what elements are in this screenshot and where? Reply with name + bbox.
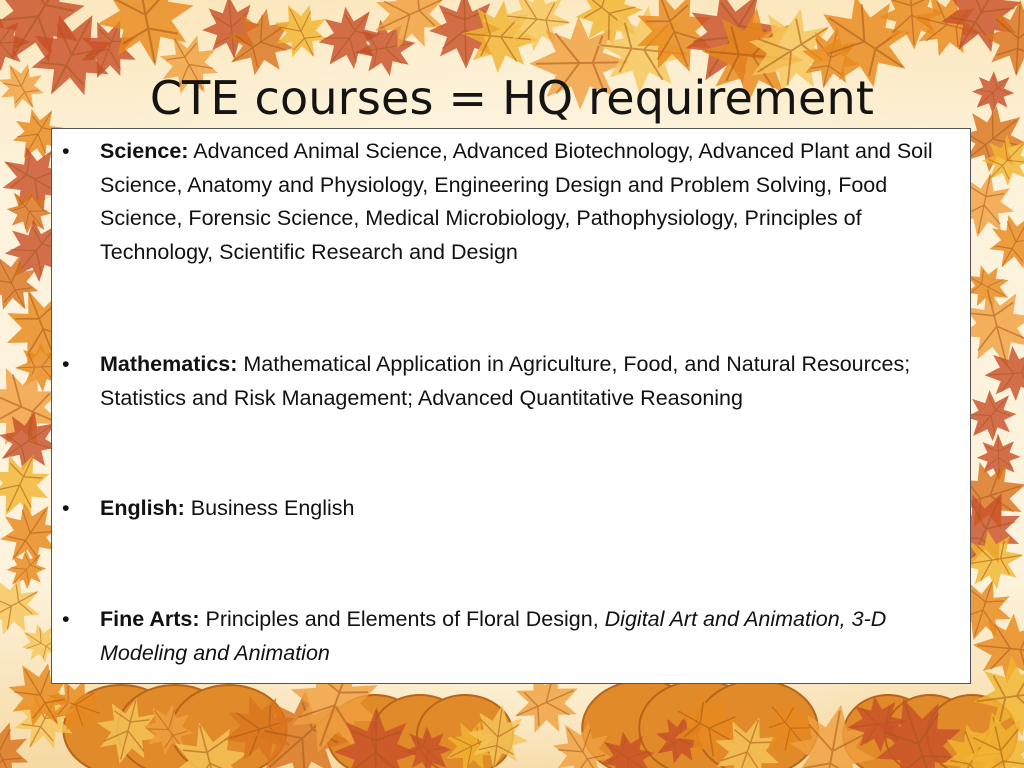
bullet-text xyxy=(100,135,965,269)
category-label: Mathematics: xyxy=(100,352,238,376)
bullet-text xyxy=(100,348,965,415)
bullet-text xyxy=(100,492,965,526)
bullet-icon: • xyxy=(62,352,70,376)
course-list-italic: Digital Art and Animation, 3-D Modeling and Animation xyxy=(100,607,887,665)
category-label: Science: xyxy=(100,139,189,163)
bullet-text xyxy=(100,603,965,670)
bullet-icon: • xyxy=(62,607,70,631)
slide-title: CTE courses = HQ requirement xyxy=(149,71,875,125)
course-list: Business English xyxy=(184,496,355,520)
bullet-icon: • xyxy=(62,496,70,520)
content-box xyxy=(51,128,971,684)
bullet-icon: • xyxy=(62,139,70,163)
category-label: Fine Arts: xyxy=(100,607,200,631)
course-list: Principles and Elements of Floral Design, xyxy=(199,607,605,631)
course-list: Mathematical Application in Agriculture, Food, and Natural Resources; Statistics and Risk Management; Advanced Quantitative Reasoning xyxy=(100,352,911,410)
course-list: Advanced Animal Science, Advanced Biotechnology, Advanced Plant and Soil Science, Anatomy and Physiology, Engineering Design and Problem Solving, Food Science, Forensic Science, Medical Microbiology, Pathophysiology, Principles of Technology, Scientific Research and Design xyxy=(100,139,933,264)
category-label: English: xyxy=(100,496,185,520)
